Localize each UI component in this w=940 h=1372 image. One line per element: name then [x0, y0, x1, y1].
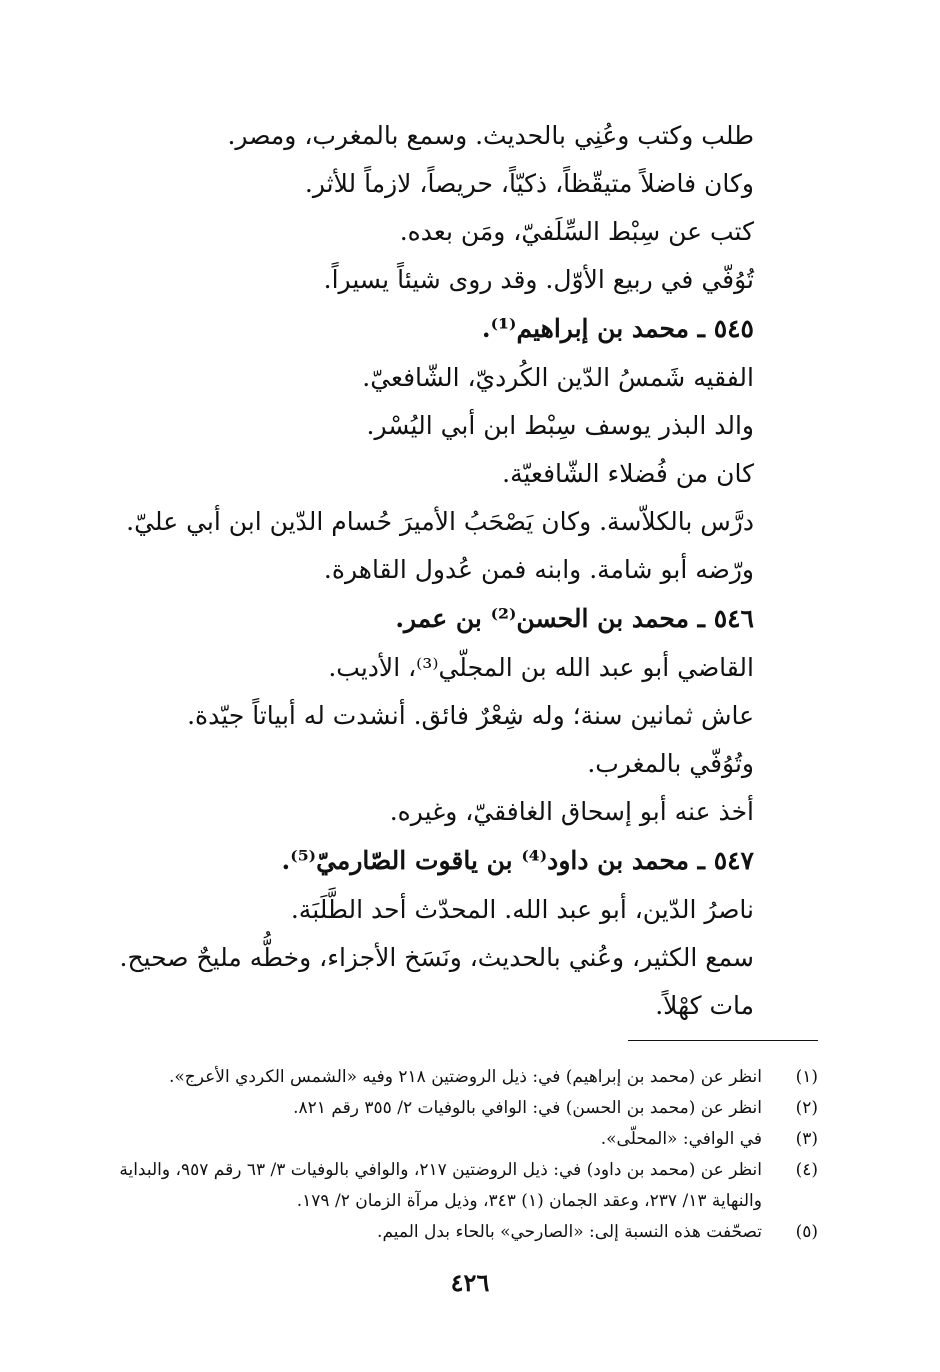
footnote-item [118, 1062, 818, 1093]
text-line: أخذ عنه أبو إسحاق الغافقيّ، وغيره. [389, 797, 754, 826]
footnote-number: (١) [795, 1067, 818, 1087]
text-line: كان من فُضلاء الشّافعيّة. [502, 459, 754, 488]
footnote-text: انظر عن (محمد بن الحسن) في: الوافي بالوفيات ٢/ ٣٥٥ رقم ٨٢١. [293, 1098, 762, 1118]
text-line: ورّضه أبو شامة. وابنه فمن عُدول القاهرة. [323, 555, 754, 584]
footnote-text: تصحّفت هذه النسبة إلى: «الصارحي» بالحاء بدل الميم. [377, 1222, 762, 1242]
footnote-text: انظر عن (محمد بن إبراهيم) في: ذيل الروضتين ٢١٨ وفيه «الشمس الكردي الأعرج». [168, 1067, 762, 1087]
footnotes [118, 1062, 818, 1248]
text-line: تُوُفّي في ربيع الأوّل. وقد روى شيئاً يسيراً. [323, 265, 754, 294]
footnote-number: (٥) [795, 1222, 818, 1242]
main-text [119, 112, 754, 1030]
text-line: الفقيه شَمسُ الدّين الكُرديّ، الشّافعيّ. [362, 363, 754, 392]
entry-heading-546: ٥٤٦ ـ محمد بن الحسن⁽²⁾ بن عمر. [395, 604, 754, 633]
footnote-text: انظر عن (محمد بن داود) في: ذيل الروضتين ٢١٧، والوافي بالوفيات ٣/ ٦٣ رقم ٩٥٧، والبداية والنهاية ١٣/ ٢٣٧، وعقد الجمان (١) ٣٤٣، وذيل مرآة الزمان ٢/ ١٧٩. [119, 1160, 762, 1211]
footnote-number: (٤) [795, 1160, 818, 1180]
text-line: ناصرُ الدّين، أبو عبد الله. المحدّث أحد الطَّلَبَة. [290, 895, 754, 924]
text-line: عاش ثمانين سنة؛ وله شِعْرٌ فائق. أنشدت له أبياتاً جيّدة. [187, 701, 754, 730]
text-line: طلب وكتب وعُنِي بالحديث. وسمع بالمغرب، ومصر. [227, 121, 754, 150]
text-line: وكان فاضلاً متيقّظاً، ذكيّاً، حريصاً، لازماً للأثر. [304, 169, 754, 198]
footnote-item [118, 1124, 818, 1155]
footnote-number: (٣) [795, 1129, 818, 1149]
text-line: درَّس بالكلاّسة. وكان يَصْحَبُ الأميرَ حُسام الدّين ابن أبي عليّ. [126, 507, 754, 536]
footnote-item [118, 1155, 818, 1217]
text-line: سمع الكثير، وعُني بالحديث، ونَسَخ الأجزاء، وخطُّه مليحٌ صحيح. [119, 943, 754, 972]
text-line: القاضي أبو عبد الله بن المجلّي⁽³⁾، الأديب. [328, 653, 754, 682]
footnote-item [118, 1093, 818, 1124]
text-line: وتُوُفّي بالمغرب. [587, 749, 754, 778]
footnote-item [118, 1217, 818, 1248]
entry-heading-545: ٥٤٥ ـ محمد بن إبراهيم⁽¹⁾. [481, 314, 754, 343]
page-number: ٤٢٦ [450, 1268, 490, 1297]
text-line: والد البذر يوسف سِبْط ابن أبي اليُسْر. [366, 411, 754, 440]
entry-heading-547: ٥٤٧ ـ محمد بن داود⁽⁴⁾ بن ياقوت الصّارميّ⁽⁵⁾. [281, 846, 754, 875]
footnote-text: في الوافي: «المحلّى». [600, 1129, 762, 1149]
text-line: مات كهْلاً. [655, 991, 754, 1020]
text-line: كتب عن سِبْط السِّلَفيّ، ومَن بعده. [399, 217, 754, 246]
footnote-divider [628, 1040, 818, 1041]
footnote-number: (٢) [795, 1098, 818, 1118]
